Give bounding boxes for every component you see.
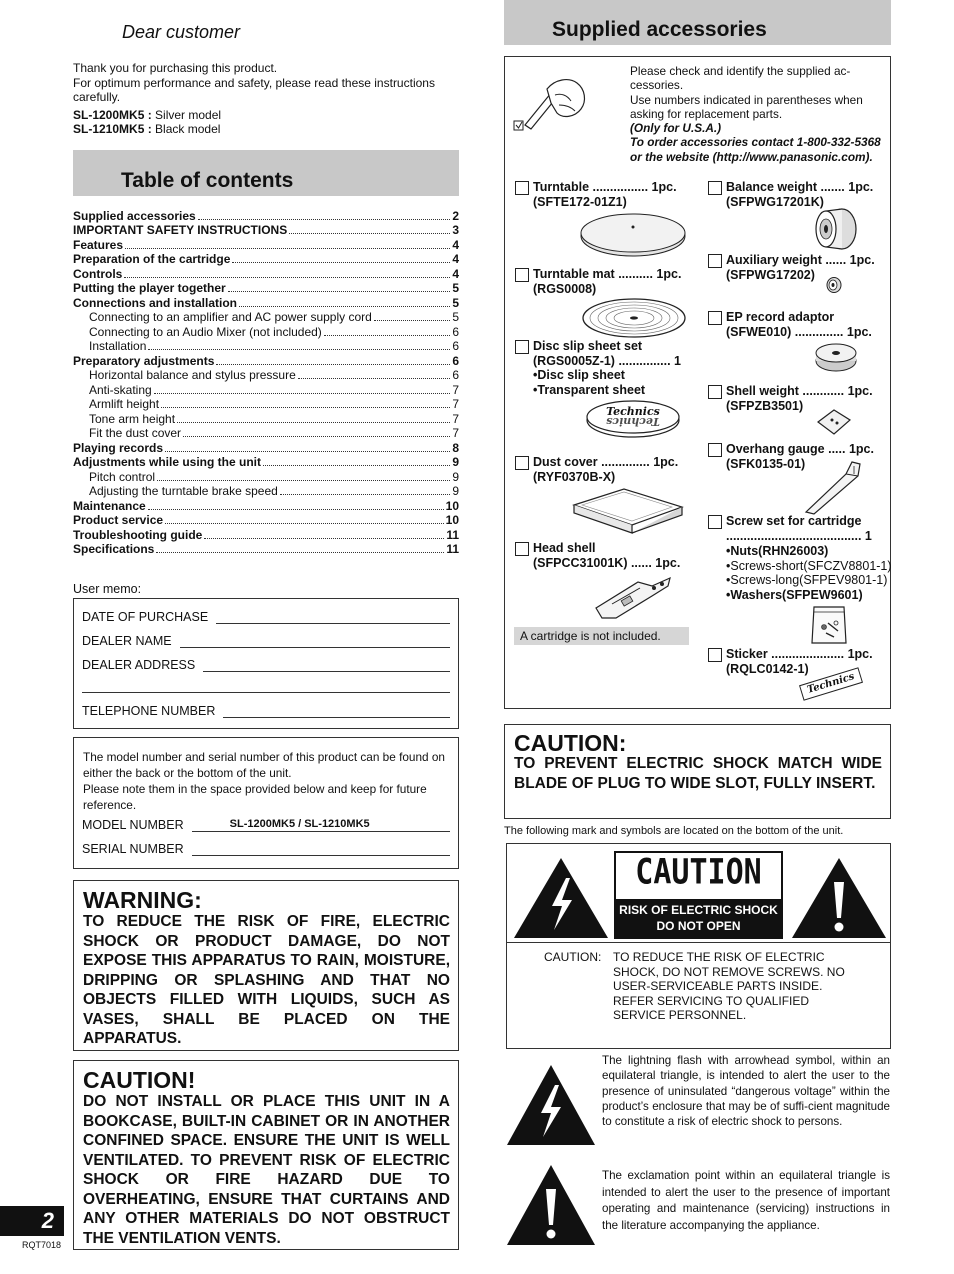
serial-text-1: The model number and serial number of this product can be found on either the back or the bottom of the unit. [83,750,445,780]
aux-code: (SFPWG17202) [726,267,815,282]
toc-entry[interactable] [73,339,459,354]
accessories-intro [630,64,885,164]
headshell-name: Head shell [533,541,596,555]
turntable-code: (SFTE172-01Z1) [533,194,627,209]
toc-leader-dots [157,480,450,481]
serial-text-2: Please note them in the space provided below and keep for future reference. [83,782,427,812]
accessory-ep-adaptor: EP record adaptor (SFWE010) .............. 1pc. [708,310,872,339]
serial-number-label: SERIAL NUMBER [82,842,184,856]
toc-entry-page: 9 [452,469,459,484]
screws-sub-1: Nuts(RHN26003) [730,544,829,558]
toc-leader-dots [263,465,450,466]
accessory-turntable: Turntable ................ 1pc. (SFTE172-01Z1) [515,180,677,209]
auxiliary-weight-illustration [825,276,843,294]
page-number: 2 [0,1206,64,1236]
toc-entry[interactable] [73,527,459,542]
toc-leader-dots [125,248,450,249]
toc-entry-text: Putting the player together [73,281,226,295]
toc-entry-text: Features [73,237,124,252]
toc-entry[interactable] [73,353,459,368]
toc-entry-page: 6 [452,324,459,339]
ep-qty: 1pc. [846,324,872,339]
toc-entry-page: 7 [452,426,459,440]
toc-entry-page: 6 [452,353,459,368]
toc-entry-page: 7 [452,397,459,411]
caution-sign-word: CAUTION [635,852,762,893]
aux-qty: 1pc. [849,253,875,267]
accessory-balance-weight: Balance weight ....... 1pc. (SFPWG17201K) [708,180,873,209]
lightning-symbol-text: The lightning flash with arrowhead symbol, within an equilateral triangle, is intended to alert the user to the presence of uninsulated “dangerous voltage” within the product’s enclosure that may be of suffi-cient magnitude to constitute a risk of electric shock to persons. [602,1054,890,1129]
serial-text [83,749,453,813]
slip-sub-1: Disc slip sheet [537,368,625,382]
dealer-name-field[interactable] [180,636,450,648]
balance-qty: 1pc. [848,180,874,194]
toc-entry-text: Playing records [73,440,164,455]
dealer-name-label: DEALER NAME [82,634,172,648]
model-number-label: MODEL NUMBER [82,818,184,832]
toc-entry-text: Armlift height [89,397,160,411]
sticker-qty: 1pc. [847,647,873,661]
shell-checkbox[interactable] [708,385,722,399]
warning-box [73,880,459,1051]
shell-weight-illustration [816,408,852,436]
accessories-header [504,0,891,45]
accessory-shell-weight: Shell weight ............ 1pc. (SFPZB3501) [708,384,873,413]
screws-qty: 1 [864,528,872,543]
toc-entry-text: Connecting to an amplifier and AC power supply cord [89,310,372,324]
balance-code: (SFPWG17201K) [726,194,824,209]
dust-code: (RYF0370B-X) [533,469,616,484]
toc-entry-text: Connections and installation [73,295,238,310]
serial-number-field[interactable] [192,844,450,856]
telephone-row [82,704,450,718]
slip-name: Disc slip sheet set [533,339,643,353]
caution-right-box [504,724,891,819]
ep-adaptor-illustration [814,343,858,373]
toc-entry-text: Horizontal balance and stylus pressure [89,368,296,382]
accessory-slip-sheet: Disc slip sheet set (RGS0005Z-1) ............... 1 •Disc slip sheet •Transparent sheet [515,339,681,397]
pen-check-icon [511,75,591,135]
toc-entry-page: 11 [446,527,459,542]
intro-line-2: For optimum performance and safety, please read these instructions carefully. [73,75,435,104]
panel-caution-text: TO REDUCE THE RISK OF ELECTRIC SHOCK, DO NOT REMOVE SCREWS. NO USER-SERVICEABLE PARTS INSIDE. REFER SERVICING TO QUALIFIED SERVICE PERSONNEL. [613,950,845,1022]
dust-cover-illustration [572,485,684,535]
accessory-screw-set: Screw set for cartridge ....................................... 1 •Nuts(RHN26003) •Screws-short(SFCZV8801-1) •Screws-long(SFPEV9801-1) •Washers(SFPEW9601) [708,514,892,602]
dust-checkbox[interactable] [515,456,529,470]
sticker-checkbox[interactable] [708,648,722,662]
accessories-intro-1: Please check and identify the supplied ac-cessories. [630,64,851,93]
toc-entry[interactable] [73,484,459,499]
toc-leader-dots [280,494,451,495]
sticker-illustration: Technics [799,667,863,700]
toc-entry[interactable] [73,310,459,325]
toc-entry-page: 8 [452,440,459,455]
toc-entry-page: 4 [452,266,459,281]
ep-checkbox[interactable] [708,311,722,325]
toc-entry-text: Installation [89,339,147,353]
slip-sheet-illustration [585,398,681,440]
dealer-address-row [82,658,450,672]
toc-entry-text: Fit the dust cover [89,426,182,440]
turntable-illustration [578,212,688,258]
headshell-checkbox[interactable] [515,542,529,556]
risk-line-1: RISK OF ELECTRIC SHOCK [619,903,778,917]
headshell-qty: 1pc. [655,555,681,570]
head-shell-illustration [592,574,672,620]
ep-code: (SFWE010) [726,324,792,339]
turntable-checkbox[interactable] [515,181,529,195]
sticker-name: Sticker [726,647,768,661]
intro-text [73,61,463,137]
toc-entry[interactable] [73,208,459,223]
accessories-intro-4: To order accessories contact 1-800-332-5368 or the website (http://www.panasonic.com). [630,135,881,164]
mat-checkbox[interactable] [515,268,529,282]
toc-entry-text: Specifications [73,542,155,556]
model-code-1: SL-1200MK5 : [73,107,152,122]
warning-body: TO REDUCE THE RISK OF FIRE, ELECTRIC SHOCK OR PRODUCT DAMAGE, DO NOT EXPOSE THIS APPARATUS TO RAIN, MOISTURE, DRIPPING OR SPLASHING AND THAT NO OBJECTS FILLED WITH LIQUIDS, SUCH AS VASES, SHALL BE PLACED ON THE APPARATUS. [83,913,450,1047]
toc-leader-dots [239,306,450,307]
headshell-code: (SFPCC31001K) [533,555,628,570]
slip-sub-2: Transparent sheet [537,382,646,397]
toc-leader-dots [198,219,451,220]
toc-header [73,150,459,196]
panel-caution-prefix: CAUTION: [544,950,602,964]
toc-entry-page: 9 [452,455,459,469]
exclamation-symbol-text: The exclamation point within an equilateral triangle is intended to alert the user to the presence of important operating and maintenance (servicing) instructions in the literature accompanying the appliance. [602,1169,890,1232]
toc-entry-text: Product service [73,513,164,527]
model-number-value: SL-1200MK5 / SL-1210MK5 [229,818,370,830]
screw-bag-illustration [808,603,850,647]
toc-entry-page: 6 [452,368,459,382]
shell-code: (SFPZB3501) [726,398,804,413]
balance-name: Balance weight [726,180,817,194]
caution-sign-risk [616,899,781,937]
toc-entry-page: 9 [452,484,459,498]
toc-entry[interactable] [73,426,459,441]
model-desc-2: Black model [155,122,221,136]
caution-left-title: CAUTION! [83,1067,196,1093]
toc-leader-dots [177,422,450,423]
gauge-code: (SFK0135-01) [726,456,806,471]
toc-entry[interactable] [73,513,459,528]
serial-box [73,737,459,869]
accessories-intro-2: Use numbers indicated in parentheses when asking for replacement parts. [630,92,863,121]
dealer-address-label: DEALER ADDRESS [82,658,196,672]
dust-qty: 1pc. [653,455,679,469]
date-of-purchase-field[interactable] [216,612,450,624]
toc-title: Table of contents [121,169,294,192]
mat-illustration [580,296,688,340]
toc-entry-text: Maintenance [73,498,146,513]
toc-leader-dots [154,393,451,394]
dear-customer-title: Dear customer [122,22,241,42]
toc-entry[interactable] [73,281,459,296]
toc-leader-dots [148,509,444,510]
accessory-auxiliary-weight: Auxiliary weight ...... 1pc. (SFPWG17202) [708,253,875,282]
toc-entry-text: Connecting to an Audio Mixer (not included) [89,324,322,339]
telephone-label: TELEPHONE NUMBER [82,704,216,718]
model-number-row [82,818,450,832]
cartridge-note: A cartridge is not included. [514,627,689,645]
warning-title: WARNING: [83,887,202,913]
toc-entry-page: 3 [452,223,459,237]
toc-entry-text: IMPORTANT SAFETY INSTRUCTIONS [73,223,288,237]
user-memo-box [73,598,459,729]
date-of-purchase-row [82,610,450,624]
dealer-address-field[interactable] [203,660,450,672]
caution-left-box [73,1060,459,1250]
toc-leader-dots [156,552,444,553]
toc-entry-page: 10 [445,513,459,527]
lightning-symbol-icon [505,1063,597,1147]
accessory-dust-cover: Dust cover .............. 1pc. (RYF0370B-X) [515,455,678,484]
model-desc-1: Silver model [155,107,222,122]
toc-entry[interactable] [73,411,459,426]
toc-entry-page: 5 [452,310,459,324]
toc-entry-page: 2 [452,208,459,223]
accessory-overhang-gauge: Overhang gauge ..... 1pc. (SFK0135-01) [708,442,874,471]
mat-name: Turntable mat [533,267,615,281]
toc-entry-page: 7 [452,382,459,397]
toc-entry-page: 5 [452,295,459,310]
slip-code: (RGS0005Z-1) [533,353,615,368]
toc-entry-text: Troubleshooting guide [73,527,203,542]
toc-leader-dots [204,538,444,539]
balance-weight-illustration [812,207,860,251]
toc-entry-text: Pitch control [89,469,156,484]
gauge-name: Overhang gauge [726,442,825,456]
toc-leader-dots [298,378,451,379]
exclamation-triangle-icon [790,856,888,940]
toc-leader-dots [289,233,450,234]
toc-entry-text: Adjusting the turntable brake speed [89,484,278,498]
gauge-checkbox[interactable] [708,443,722,457]
toc-leader-dots [374,320,450,321]
screws-name: Screw set for cartridge [726,514,862,528]
toc-entry[interactable] [73,382,459,397]
toc-entry[interactable] [73,542,459,557]
document-code: RQT7018 [22,1240,62,1250]
toc-leader-dots [165,451,450,452]
gauge-qty: 1pc. [848,442,874,456]
toc-leader-dots [228,291,451,292]
slip-logo: Technics [606,405,660,418]
toc-entry-text: Preparatory adjustments [73,353,215,368]
caution-label-panel [506,843,891,1049]
caution-right-body: TO PREVENT ELECTRIC SHOCK MATCH WIDE BLADE OF PLUG TO WIDE SLOT, FULLY INSERT. [514,755,882,792]
date-of-purchase-label: DATE OF PURCHASE [82,610,209,624]
toc-leader-dots [165,523,444,524]
user-memo-label: User memo: [73,582,142,596]
toc-leader-dots [324,335,451,336]
toc-entry-text: Anti-skating [89,382,152,397]
turntable-qty: 1pc. [651,180,677,194]
toc-entry[interactable] [73,368,459,383]
intro-line-1: Thank you for purchasing this product. [73,61,278,75]
toc-entry[interactable] [73,266,459,281]
slip-qty: 1 [674,353,681,368]
toc-entry[interactable] [73,237,459,252]
exclamation-symbol-icon [505,1163,597,1247]
caution-right-title: CAUTION: [514,730,627,756]
lightning-triangle-icon [512,856,610,940]
toc-entry-text: Controls [73,266,123,281]
telephone-field[interactable] [223,706,450,718]
toc-entry[interactable] [73,252,459,267]
screws-sub-2: Screws-short(SFCZV8801-1) [730,558,892,573]
accessories-intro-3: (Only for U.S.A.) [630,121,722,136]
shell-qty: 1pc. [847,384,873,398]
accessories-title: Supplied accessories [552,18,767,41]
toc-entry[interactable] [73,295,459,310]
toc-entry-page: 4 [452,237,459,252]
slip-checkbox[interactable] [515,340,529,354]
toc-entry[interactable] [73,440,459,455]
dealer-name-row [82,634,450,648]
toc-list [73,208,459,556]
mat-code: (RGS0008) [533,281,597,296]
model-code-2: SL-1210MK5 : [73,122,152,136]
caution-sign [614,851,783,939]
caution-left-body: DO NOT INSTALL OR PLACE THIS UNIT IN A BOOKCASE, BUILT-IN CABINET OR IN ANOTHER CONFINED SPACE. ENSURE THE UNIT IS WELL VENTILATED. TO PREVENT RISK OF ELECTRIC SHOCK OR FIRE HAZARD DUE TO OVERHEATING, ENSURE THAT CURTAINS AND ANY OTHER MATERIALS DO NOT OBSTRUCT THE VENTILATION VENTS. [83,1093,450,1247]
dealer-address-field-2[interactable] [82,681,450,693]
toc-entry-page: 11 [446,542,459,556]
ep-name: EP record adaptor [726,310,835,324]
overhang-gauge-illustration [802,460,864,516]
toc-entry[interactable] [73,455,459,470]
toc-entry-text: Preparation of the cartridge [73,252,231,266]
model-number-field[interactable] [192,820,450,832]
toc-entry[interactable] [73,469,459,484]
risk-line-2: DO NOT OPEN [656,919,741,933]
toc-entry[interactable] [73,223,459,238]
toc-leader-dots [161,407,450,408]
toc-entry[interactable] [73,498,459,513]
mat-qty: 1pc. [656,267,682,281]
toc-entry-text: Adjustments while using the unit [73,455,262,469]
toc-entry-page: 5 [452,281,459,295]
dealer-address-row-2 [82,681,450,693]
mark-note: The following mark and symbols are located on the bottom of the unit. [504,825,844,837]
screws-sub-3: Screws-long(SFPEV9801-1) [730,573,888,587]
balance-checkbox[interactable] [708,181,722,195]
screws-sub-4: Washers(SFPEW9601) [730,587,863,602]
toc-entry-page: 10 [445,498,459,513]
toc-leader-dots [148,349,450,350]
toc-leader-dots [124,277,450,278]
toc-entry-page: 6 [452,339,459,353]
toc-entry-text: Tone arm height [89,411,176,426]
toc-entry-page: 4 [452,252,459,266]
toc-entry[interactable] [73,397,459,412]
accessory-head-shell: Head shell (SFPCC31001K) ...... 1pc. [515,541,680,570]
accessory-sticker: Sticker ..................... 1pc. (RQLC0142-1) [708,647,873,676]
toc-entry-page: 7 [452,411,459,426]
toc-leader-dots [232,262,450,263]
toc-entry[interactable] [73,324,459,339]
toc-leader-dots [216,364,450,365]
dust-name: Dust cover [533,455,598,469]
shell-name: Shell weight [726,384,799,398]
aux-name: Auxiliary weight [726,253,822,267]
aux-checkbox[interactable] [708,254,722,268]
toc-leader-dots [183,436,450,437]
model-line-2 [73,122,463,137]
accessory-mat: Turntable mat .......... 1pc. (RGS0008) [515,267,681,296]
turntable-name: Turntable [533,180,590,194]
serial-number-row [82,842,450,856]
model-line-1 [73,108,463,123]
screws-checkbox[interactable] [708,515,722,529]
slip-logo-mirror: Technics [606,415,660,428]
sticker-code: (RQLC0142-1) [726,661,809,676]
toc-entry-text: Supplied accessories [73,208,196,223]
